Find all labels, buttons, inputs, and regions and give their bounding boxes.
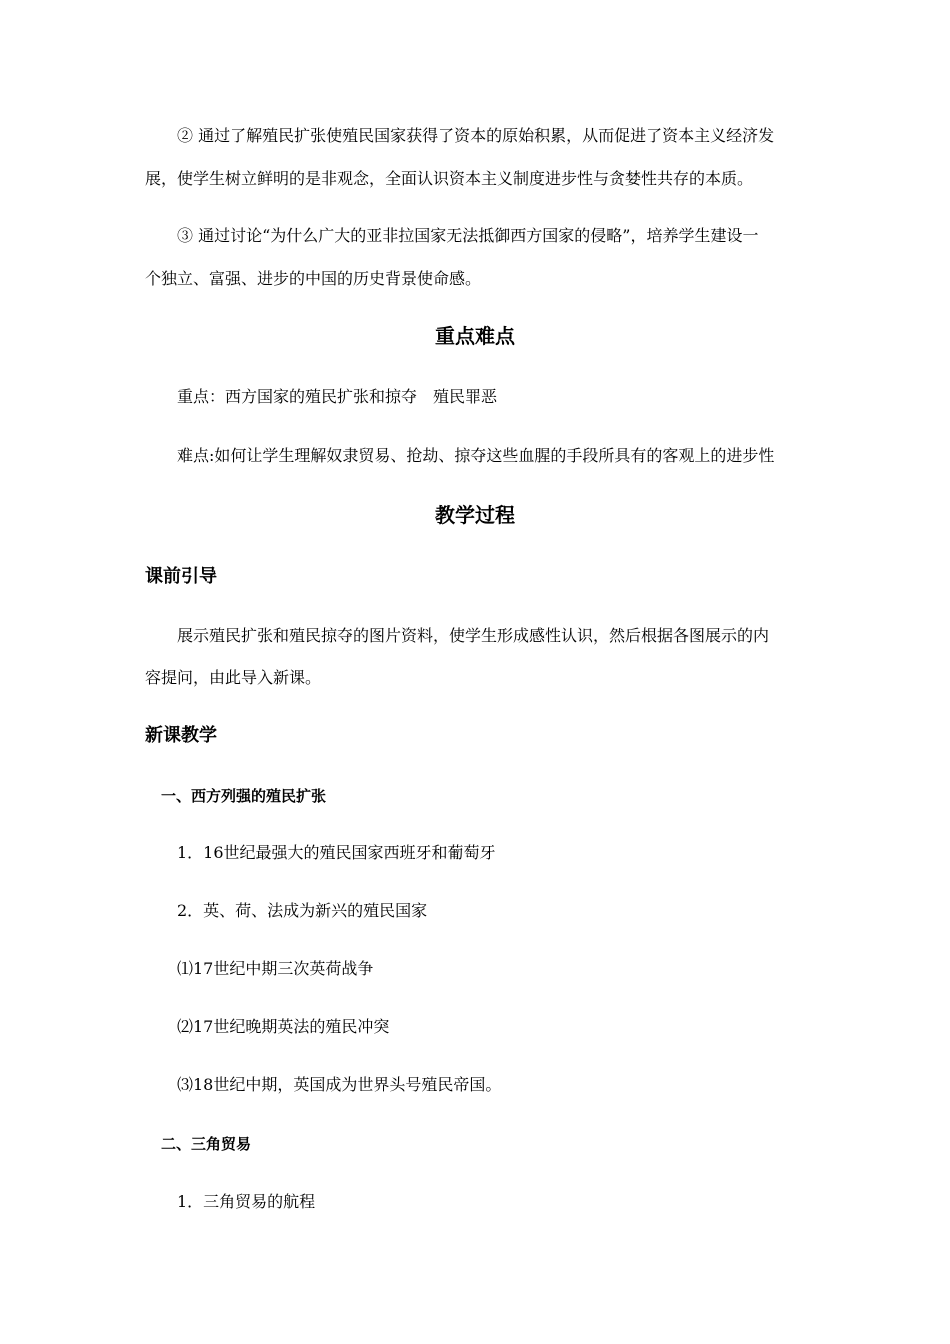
part-1-title: 一、西方列强的殖民扩张 xyxy=(161,787,327,805)
pre-class-title: 课前引导 xyxy=(145,566,217,587)
objective-3-line-1: ③ 通过讨论“为什么广大的亚非拉国家无法抵御西方国家的侵略”，培养学生建设一 xyxy=(177,226,759,245)
pre-class-line-1: 展示殖民扩张和殖民掠夺的图片资料，使学生形成感性认识，然后根据各图展示的内 xyxy=(177,626,770,645)
objective-2-line-2: 展，使学生树立鲜明的是非观念，全面认识资本主义制度进步性与贪婪性共存的本质。 xyxy=(145,169,754,188)
new-lesson-title: 新课教学 xyxy=(145,725,217,746)
part-1-sub-1: ⑴17世纪中期三次英荷战争 xyxy=(177,959,374,978)
teaching-process-heading: 教学过程 xyxy=(435,503,515,527)
part-1-item-2: 2．英、荷、法成为新兴的殖民国家 xyxy=(177,901,428,920)
part-2-title: 二、三角贸易 xyxy=(161,1135,252,1153)
part-1-sub-2: ⑵17世纪晚期英法的殖民冲突 xyxy=(177,1017,390,1036)
objective-2-line-1: ② 通过了解殖民扩张使殖民国家获得了资本的原始积累，从而促进了资本主义经济发 xyxy=(177,126,775,145)
objective-3-line-2: 个独立、富强、进步的中国的历史背景使命感。 xyxy=(145,269,482,288)
key-points-heading: 重点难点 xyxy=(435,324,515,348)
part-2-item-1: 1．三角贸易的航程 xyxy=(177,1192,316,1211)
part-1-sub-3: ⑶18世纪中期，英国成为世界头号殖民帝国。 xyxy=(177,1075,502,1094)
part-1-item-1: 1．16世纪最强大的殖民国家西班牙和葡萄牙 xyxy=(177,843,496,862)
difficulty-text: 难点:如何让学生理解奴隶贸易、抢劫、掠夺这些血腥的手段所具有的客观上的进步性 xyxy=(177,446,775,465)
pre-class-line-2: 容提问，由此导入新课。 xyxy=(145,668,322,687)
focus-text: 重点：西方国家的殖民扩张和掠夺 殖民罪恶 xyxy=(177,387,498,406)
